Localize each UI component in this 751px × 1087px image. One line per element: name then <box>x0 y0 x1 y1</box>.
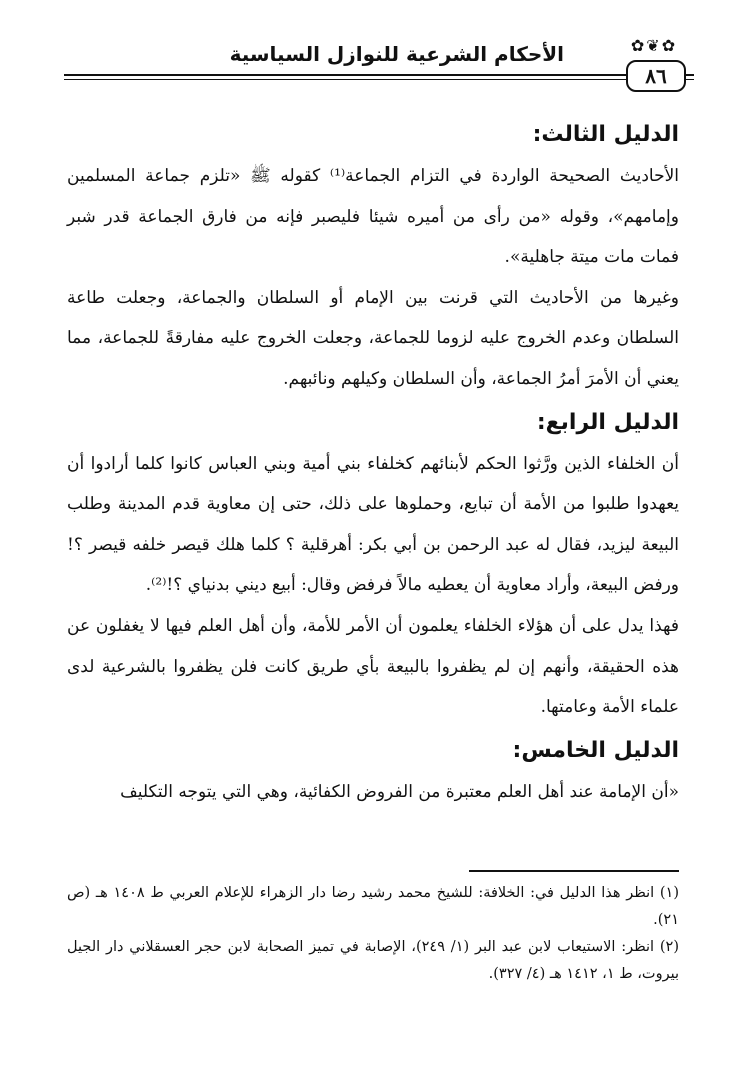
footnote-separator <box>469 870 679 872</box>
paragraph: «أن الإمامة عند أهل العلم معتبرة من الفروض الكفائية، وهي التي يتوجه التكليف <box>120 781 679 802</box>
paragraph: وغيرها من الأحاديث التي قرنت بين الإمام أو السلطان والجماعة، وجعلت طاعة السلطان وعدم الخروج عليه لزوما للجماعة، وجعلت الخروج عليه مفارقةً للجماعة، مما يعني أن الأمرَ أمرُ الجماعة، وأن السلطان وكيلهم ونائبهم. <box>67 287 679 389</box>
ornament-icon: ✿❦✿ <box>630 36 678 55</box>
footnote: (٢) انظر: الاستيعاب لابن عبد البر (١/ ٢٤٩)، الإصابة في تميز الصحابة لابن حجر العسقلاني دار الجيل بيروت، ط ١، ١٤١٢ هـ (٤/ ٣٢٧). <box>67 939 679 982</box>
header-rule <box>64 74 694 76</box>
paragraph: فهذا يدل على أن هؤلاء الخلفاء يعلمون أن الأمر للأمة، وأن أهل العلم فيها لا يغفلون عن هذه الحقيقة، وأنهم إن لم يظفروا بالبيعة بأي طريق كانت فلن يظفروا بالشرعية لدى علماء الأمة وعامتها. <box>67 615 679 718</box>
footnotes <box>67 880 679 988</box>
footnote: (١) انظر هذا الدليل في: الخلافة: للشيخ محمد رشيد رضا دار الزهراء للإعلام العربي ط ١٤٠٨ هـ (ص ٢١). <box>67 885 679 928</box>
book-title: الأحكام الشرعية للنوازل السياسية <box>229 42 564 66</box>
page-number: ٨٦ <box>626 60 686 92</box>
section-heading: الدليل الثالث: <box>532 122 679 147</box>
section-heading: الدليل الخامس: <box>512 737 679 763</box>
paragraph: الأحاديث الصحيحة الواردة في التزام الجماعة⁽¹⁾ كقوله ﷺ «تلزم جماعة المسلمين وإمامهم»، وقوله «من رأى من أميره شيئا فليصبر فإنه من فارق الجماعة قدر شبر فمات مات ميتة جاهلية». <box>67 166 679 268</box>
section-heading: الدليل الرابع: <box>536 409 679 435</box>
main-text <box>67 118 679 812</box>
running-header <box>64 36 694 96</box>
paragraph: أن الخلفاء الذين ورَّثوا الحكم لأبنائهم كخلفاء بني أمية وبني العباس كانوا كلما أرادوا أن يعهدوا طلبوا من الأمة أن تبايع، وحملوها على ذلك، حتى إن معاوية قدم المدينة وطلب البيعة ليزيد، فقال له عبد الرحمن بن أبي بكر: أهرقلية ؟ كلما هلك قيصر خلفه قيصر ؟! ورفض البيعة، وأراد معاوية أن يعطيه مالاً فرفض وقال: أبيع ديني بدنياي ؟!⁽²⁾. <box>67 453 679 596</box>
header-rule-thin <box>64 79 694 80</box>
